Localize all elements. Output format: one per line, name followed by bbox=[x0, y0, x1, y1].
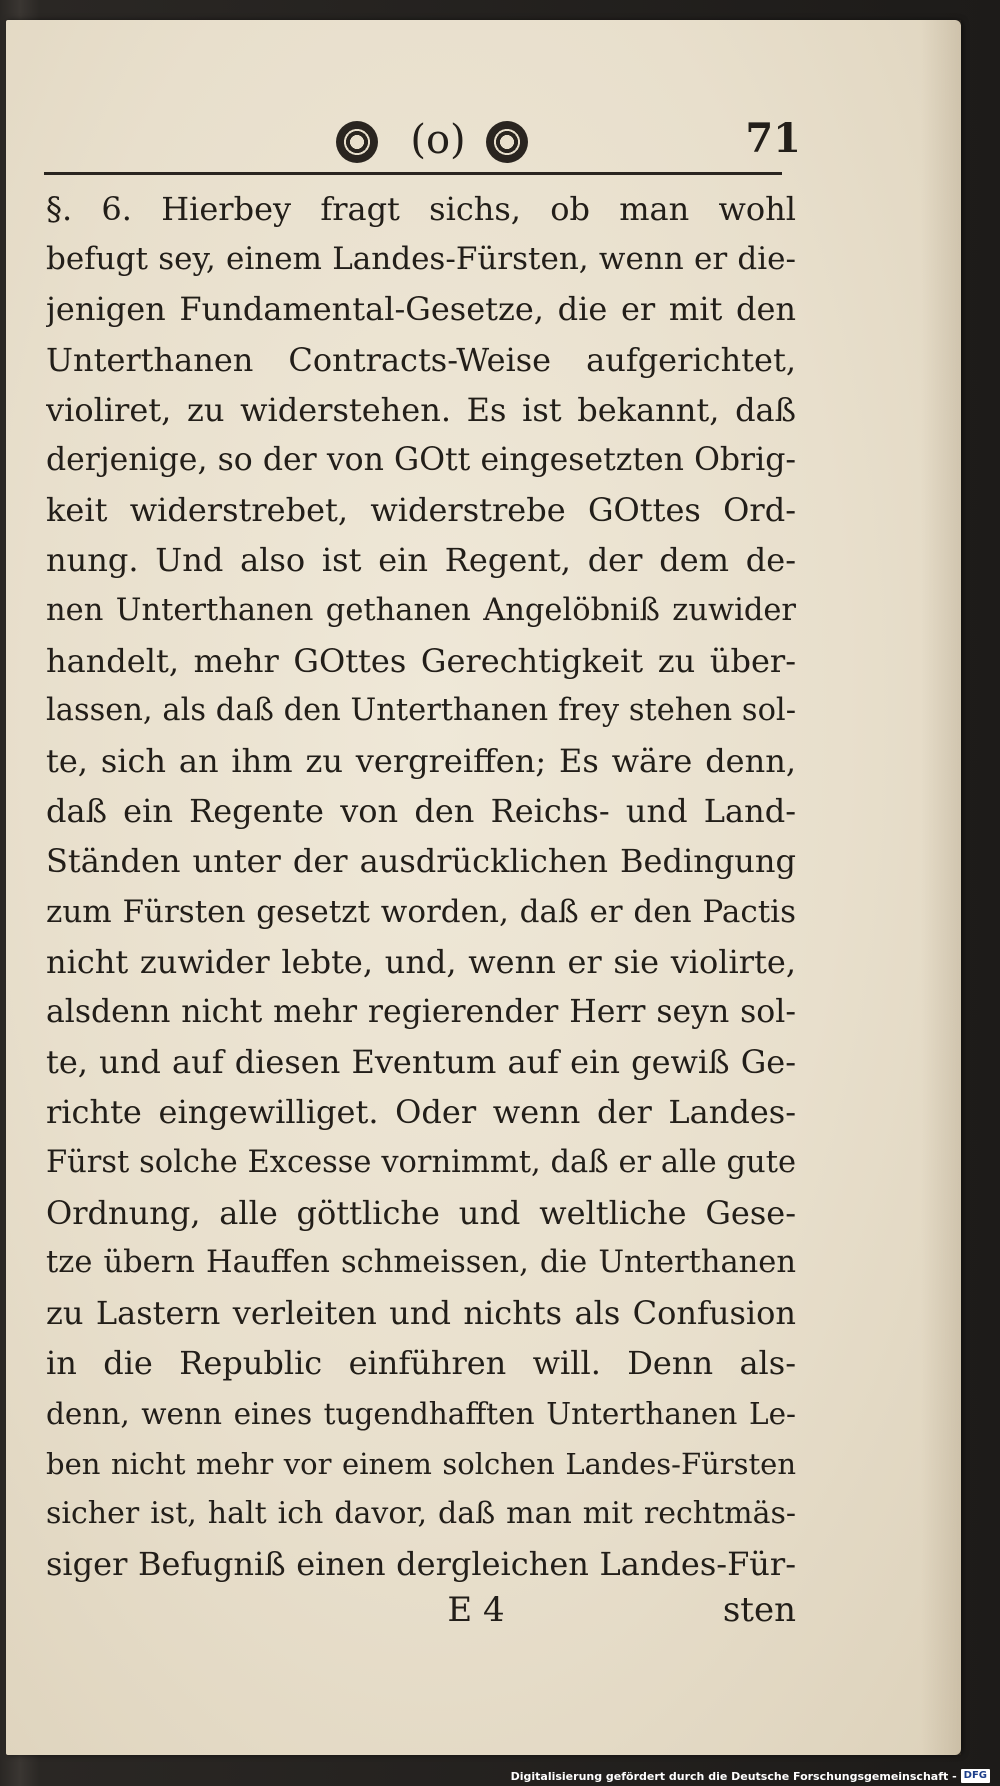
header-rule bbox=[44, 172, 782, 175]
text-line: nung. Und also ist ein Regent, der dem de- bbox=[46, 541, 796, 580]
page-number: 71 bbox=[745, 115, 801, 162]
text-line: te, sich an ihm zu vergreiffen; Es wäre denn, bbox=[46, 742, 796, 781]
text-line: ben nicht mehr vor einem solchen Landes-Fürsten bbox=[46, 1446, 796, 1481]
text-line: §. 6. Hierbey fragt sichs, ob man wohl bbox=[46, 190, 796, 228]
body-text bbox=[46, 184, 796, 1589]
text-line: befugt sey, einem Landes-Fürsten, wenn er die- bbox=[46, 241, 796, 278]
signature-mark: E 4 bbox=[447, 1590, 505, 1630]
catchword: sten bbox=[722, 1590, 796, 1630]
text-line: in die Republic einführen will. Denn als- bbox=[46, 1344, 796, 1383]
digitization-credit bbox=[511, 1768, 990, 1784]
text-line: siger Befugniß einen dergleichen Landes-Für- bbox=[46, 1545, 796, 1584]
text-line: nen Unterthanen gethanen Angelöbniß zuwider bbox=[46, 592, 796, 628]
text-line: daß ein Regente von den Reichs- und Land- bbox=[46, 792, 796, 831]
text-line: nicht zuwider lebte, und, wenn er sie violirte, bbox=[46, 942, 796, 981]
text-line: te, und auf diesen Eventum auf ein gewiß Ge- bbox=[46, 1043, 796, 1082]
text-line: handelt, mehr GOttes Gerechtigkeit zu über- bbox=[46, 641, 796, 680]
header-mark: (o) bbox=[410, 117, 466, 163]
credit-text: Digitalisierung gefördert durch die Deutsche Forschungsgemeinschaft - bbox=[510, 1769, 957, 1783]
text-line: lassen, als daß den Unterthanen frey stehen sol- bbox=[46, 692, 796, 728]
text-line: Ständen unter der ausdrücklichen Bedingung bbox=[46, 842, 796, 881]
text-line: violiret, zu widerstehen. Es ist bekannt, daß bbox=[46, 390, 796, 429]
text-line: Fürst solche Excesse vornimmt, daß er alle gute bbox=[46, 1144, 796, 1180]
flower-ornament-icon bbox=[336, 121, 378, 163]
text-line: keit widerstrebet, widerstrebe GOttes Ord- bbox=[46, 491, 796, 530]
text-line: derjenige, so der von GOtt eingesetzten Obrig- bbox=[46, 441, 796, 478]
text-line: Ordnung, alle göttliche und weltliche Gese- bbox=[46, 1193, 796, 1232]
book-page bbox=[6, 20, 961, 1755]
text-line: richte eingewilliget. Oder wenn der Landes- bbox=[46, 1093, 796, 1132]
page-footer bbox=[46, 1590, 796, 1640]
text-line: alsdenn nicht mehr regierender Herr seyn sol- bbox=[46, 994, 796, 1030]
text-line: sicher ist, halt ich davor, daß man mit rechtmäs- bbox=[46, 1495, 796, 1531]
text-line: zu Lastern verleiten und nichts als Confusion bbox=[46, 1294, 796, 1333]
flower-ornament-icon bbox=[486, 121, 528, 163]
page-header bbox=[46, 115, 801, 175]
dfg-logo: DFG bbox=[961, 1769, 990, 1783]
text-line: Unterthanen Contracts-Weise aufgerichtet, bbox=[46, 340, 796, 379]
text-line: tze übern Hauffen schmeissen, die Unterthanen bbox=[46, 1244, 796, 1280]
text-line: jenigen Fundamental-Gesetze, die er mit den bbox=[46, 290, 796, 329]
text-line: zum Fürsten gesetzt worden, daß er den Pactis bbox=[46, 893, 796, 930]
text-line: denn, wenn eines tugendhafften Unterthanen Le- bbox=[46, 1396, 796, 1431]
